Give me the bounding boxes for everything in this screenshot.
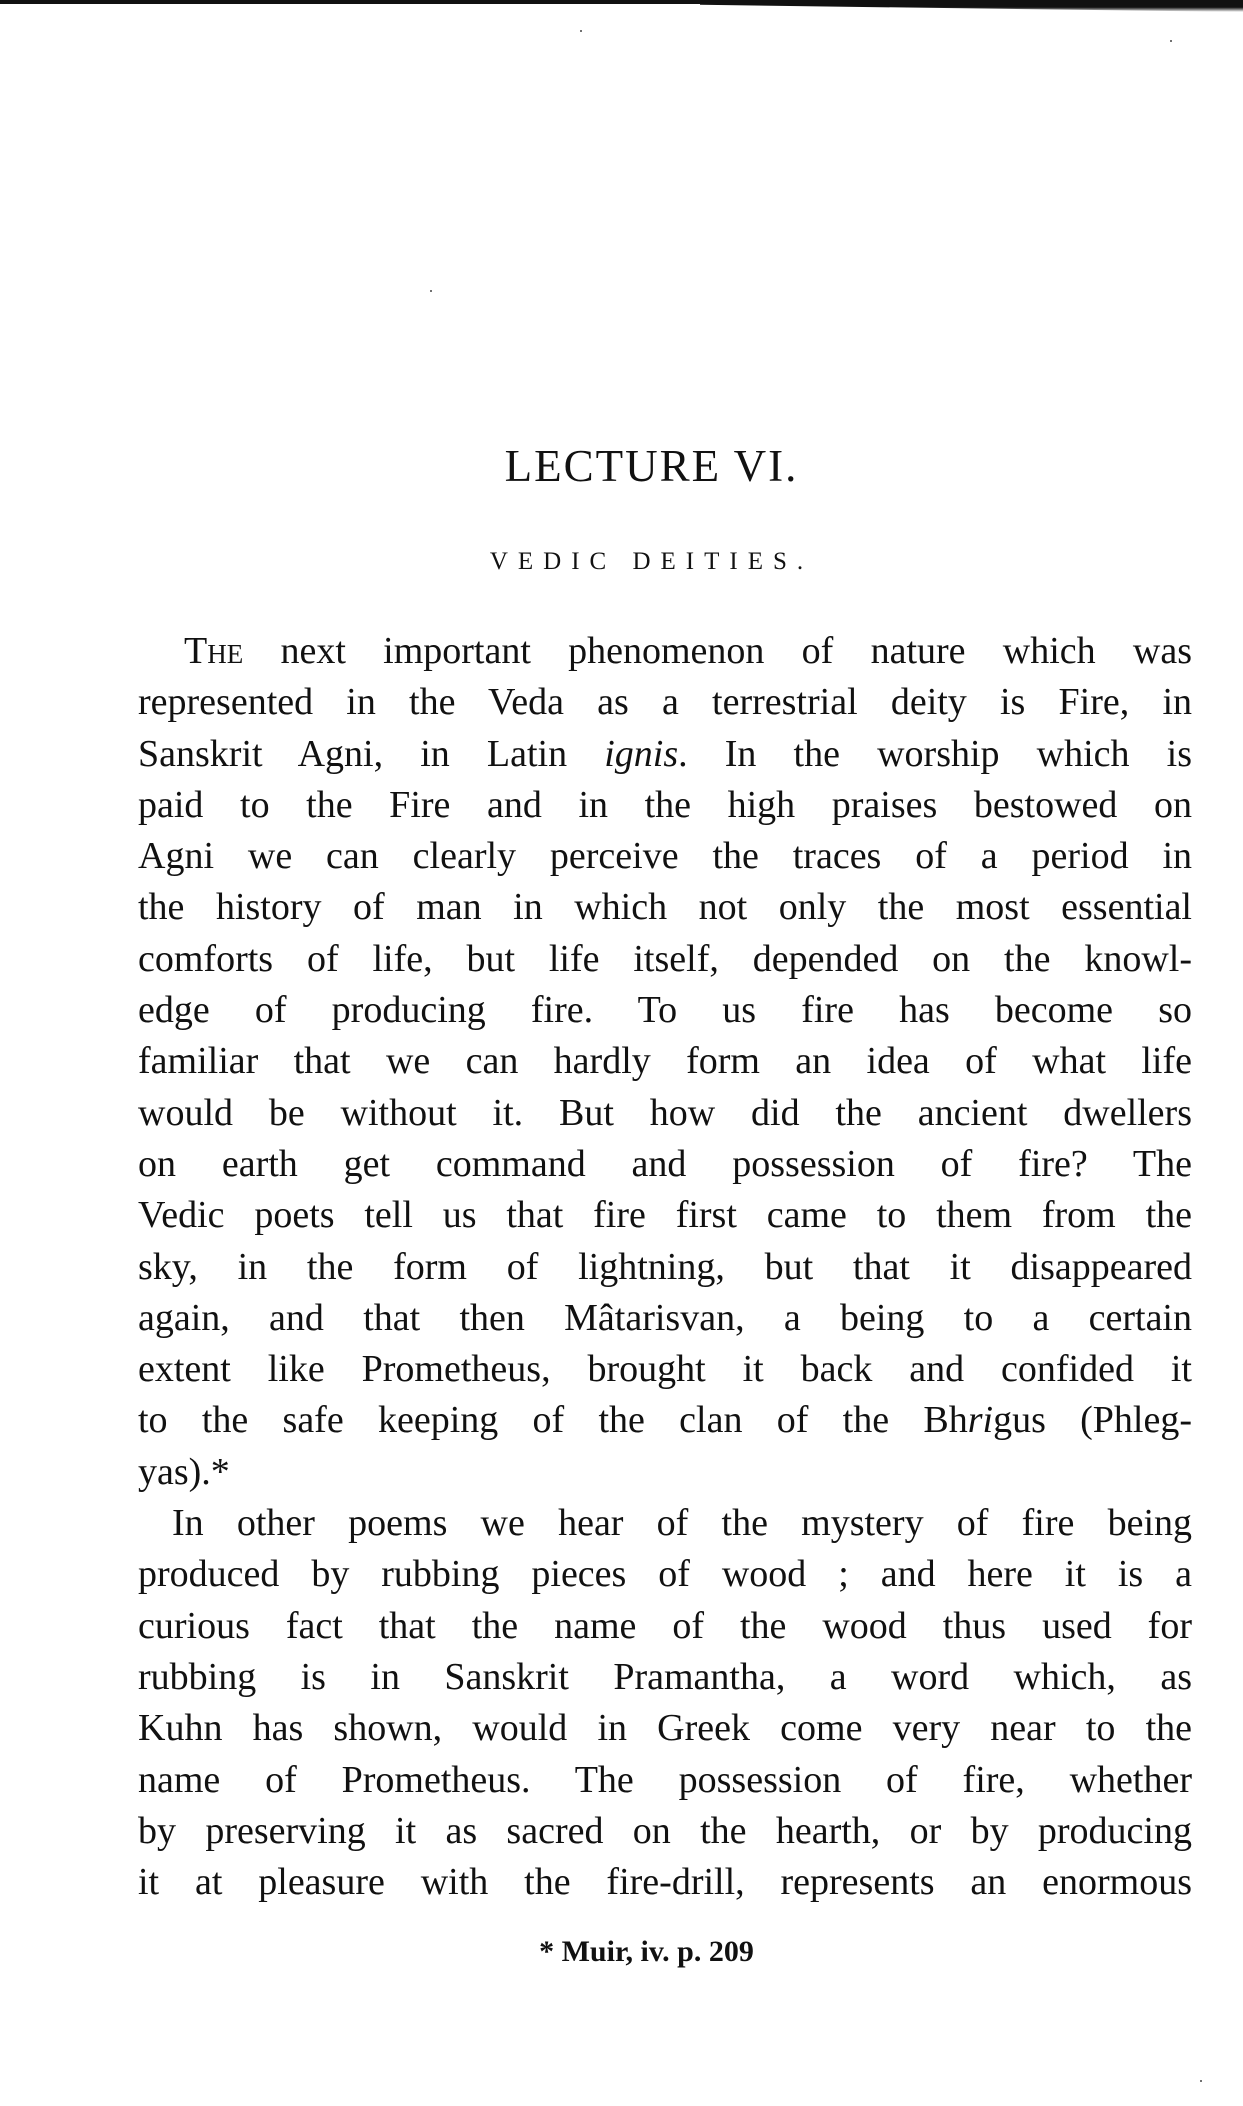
text-segment: would be without it. But how did the ancient dwellers [138, 1091, 1192, 1134]
text-line [138, 626, 1192, 677]
footnote: * Muir, iv. p. 209 [539, 1935, 754, 1968]
text-segment: gus (Phleg- [993, 1399, 1192, 1442]
text-segment: name of Prometheus. The possession of fire, whether [138, 1758, 1192, 1801]
text-segment: comforts of life, but life itself, depended on the knowl- [138, 937, 1192, 980]
text-segment: to the safe keeping of the clan of the Bh [138, 1399, 968, 1442]
lecture-subtitle: VEDIC DEITIES. [489, 548, 814, 575]
italic-text: ignis [604, 732, 679, 775]
text-segment: produced by rubbing pieces of wood ; and here it is a [138, 1553, 1192, 1596]
text-segment: curious fact that the name of the wood thus used for [138, 1604, 1192, 1647]
text-segment: it at pleasure with the fire-drill, represents an enormous [138, 1861, 1192, 1904]
paragraph [138, 626, 1192, 1498]
text-line [138, 934, 1192, 985]
small-caps-text: The [184, 630, 244, 672]
text-segment: Kuhn has shown, would in Greek come very near to the [138, 1707, 1192, 1750]
text-line [138, 1139, 1192, 1190]
scan-edge-shadow [700, 0, 1243, 12]
scan-speck [580, 30, 582, 32]
scan-speck [430, 290, 432, 292]
text-segment: the history of man in which not only the most essential [138, 886, 1192, 929]
text-line [138, 677, 1192, 728]
text-line [138, 882, 1192, 933]
text-line [138, 1242, 1192, 1293]
text-segment: rubbing is in Sanskrit Pramantha, a word which, as [138, 1655, 1192, 1698]
text-segment: edge of producing fire. To us fire has become so [138, 989, 1192, 1032]
text-segment: sky, in the form of lightning, but that it disappeared [138, 1245, 1192, 1288]
text-line [138, 780, 1192, 831]
text-line [138, 1755, 1192, 1806]
text-line [138, 1190, 1192, 1241]
text-line [138, 1806, 1192, 1857]
text-segment: yas).* [138, 1450, 230, 1493]
text-segment: next important phenomenon of nature which was [243, 630, 1192, 672]
text-line [138, 831, 1192, 882]
scan-speck [1200, 2080, 1202, 2082]
text-line [138, 985, 1192, 1036]
text-segment: In other poems we hear of the mystery of fire being [172, 1502, 1192, 1545]
text-segment: again, and that then Mâtarisvan, a being to a certain [138, 1296, 1192, 1339]
text-line [138, 1652, 1192, 1703]
text-line [138, 1549, 1192, 1600]
scan-speck [1170, 40, 1172, 42]
italic-text: ri [967, 1399, 994, 1442]
text-line [138, 1703, 1192, 1754]
text-line [138, 1344, 1192, 1395]
text-segment: Vedic poets tell us that fire first came to them from the [138, 1194, 1192, 1237]
text-segment: by preserving it as sacred on the hearth, or by producing [138, 1809, 1192, 1852]
text-segment: Agni we can clearly perceive the traces of a period in [138, 835, 1192, 878]
text-line [138, 1293, 1192, 1344]
text-segment: Sanskrit Agni, in Latin [138, 732, 605, 775]
text-line [138, 1395, 1192, 1446]
text-line [138, 1857, 1192, 1908]
text-line [138, 729, 1192, 780]
paragraph [138, 1498, 1192, 1908]
text-line [138, 1088, 1192, 1139]
text-segment: . In the worship which is [678, 732, 1193, 775]
body-text [138, 626, 1192, 1908]
text-segment: represented in the Veda as a terrestrial deity is Fire, in [138, 681, 1192, 724]
text-line [138, 1447, 1192, 1498]
text-line [138, 1498, 1192, 1549]
text-segment: familiar that we can hardly form an idea of what life [138, 1040, 1192, 1083]
text-segment: on earth get command and possession of fire? The [138, 1142, 1192, 1185]
text-segment: extent like Prometheus, brought it back and confided it [138, 1348, 1192, 1391]
text-line [138, 1036, 1192, 1087]
text-line [138, 1601, 1192, 1652]
text-segment: paid to the Fire and in the high praises bestowed on [138, 783, 1192, 826]
lecture-title: LECTURE VI. [504, 441, 799, 491]
